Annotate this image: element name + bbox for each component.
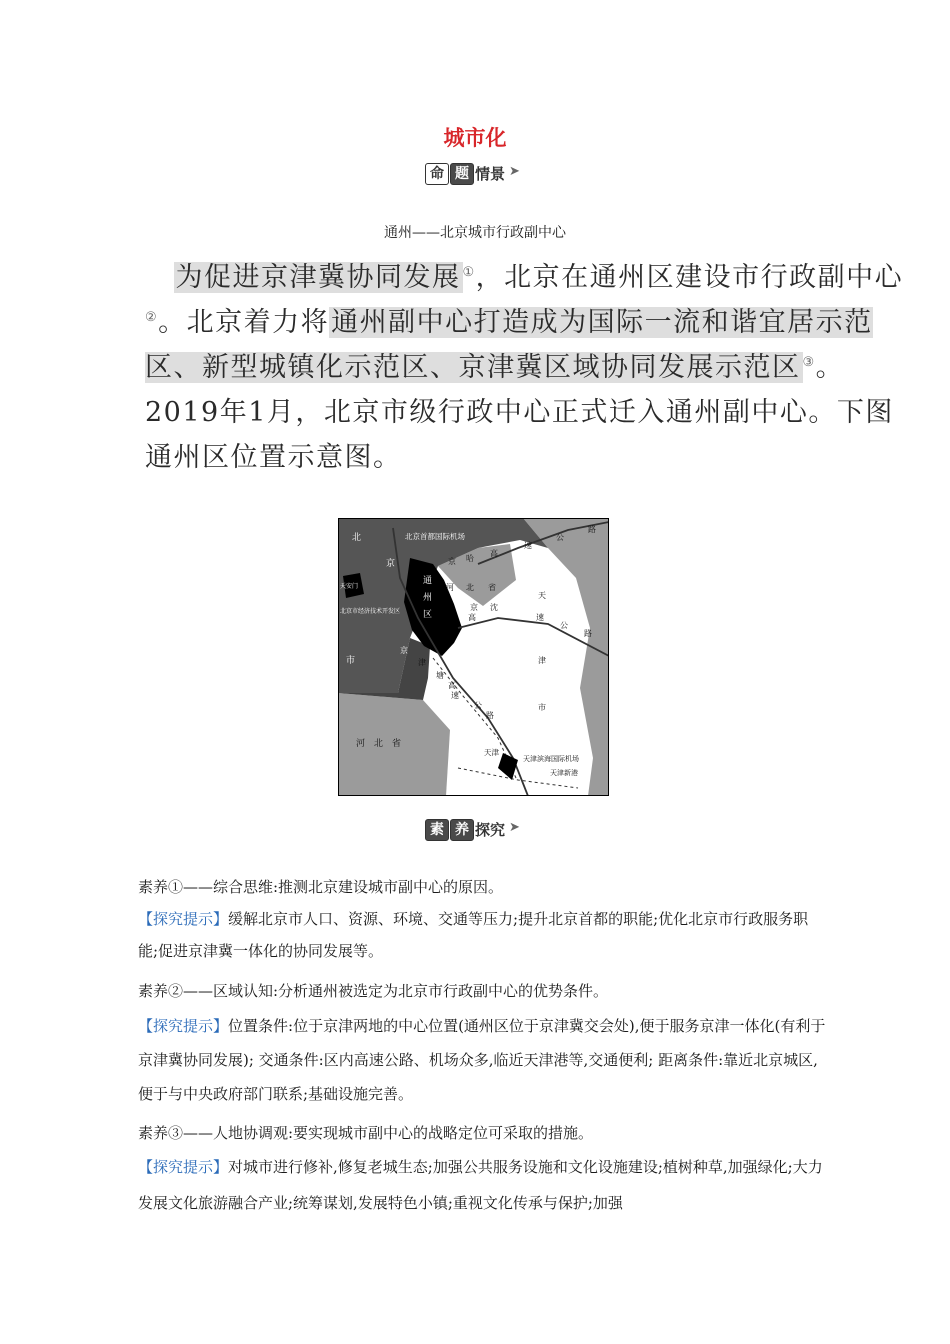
label-hebei-small-2: 北 — [466, 583, 474, 592]
answer-2-text: 位置条件:位于京津两地的中心位置(通州区位于京津冀交会处),便于服务京津一体化(有利于京津冀协同发展); 交通条件:区内高速公路、机场众多,临近天津港等,交通便利; 距离条件:靠近北京城区,便于与中央政府部门联系;基础设施完善。 — [138, 1017, 826, 1103]
label-sudu-mid-3: 路 — [584, 629, 592, 638]
label-tianjin: 天津 — [484, 748, 499, 757]
footnote-3: ③ — [802, 355, 816, 370]
label-jingha-3: 高 — [490, 549, 498, 558]
text-3: 。2019年1月，北京市级行政中心正式迁入通州副中心。下图通州区位置示意图。 — [145, 352, 894, 473]
label-zhou: 州 — [423, 593, 433, 603]
badge2-char-2: 养 — [450, 819, 474, 841]
answer-3-text: 对城市进行修补,修复老城生态;加强公共服务设施和文化设施建设;植树种草,加强绿化;大力发展文化旅游融合产业;统筹谋划,发展特色小镇;重视文化传承与保护;加强 — [138, 1158, 823, 1212]
label-sudu-mid-2: 公 — [560, 621, 568, 630]
label-tianjin-shi-1: 天 — [538, 591, 546, 600]
answer-1-text: 缓解北京市人口、资源、环境、交通等压力;提升北京首都的职能;优化北京市行政服务职能;促进京津冀一体化的协同发展等。 — [138, 910, 809, 960]
inquiry-badge — [425, 818, 525, 842]
tip-label-2: 【探究提示】 — [138, 1017, 229, 1035]
label-tianjin-shi-2: 津 — [538, 656, 546, 665]
badge-char-2: 题 — [450, 163, 474, 185]
label-yizhuang: 北京市经济技术开发区 — [340, 608, 401, 615]
footnote-1: ① — [462, 265, 476, 280]
label-sudu-top-2: 公 — [556, 533, 564, 542]
badge-char-1: 命 — [425, 163, 449, 185]
label-jingjintang-7: 路 — [486, 711, 494, 720]
question-3: 素养③——人地协调观:要实现城市副中心的战略定位可采取的措施。 — [138, 1124, 594, 1142]
label-jingjintang-2: 津 — [418, 658, 426, 667]
scenario-badge — [425, 162, 525, 186]
highlight-1: 为促进京津冀协同发展 — [175, 262, 461, 293]
indent — [145, 262, 174, 293]
badge2-char-1: 素 — [425, 819, 449, 841]
label-shi: 市 — [346, 656, 356, 666]
label-hebei-small-3: 省 — [488, 583, 496, 592]
label-sudu-mid-1: 速 — [536, 613, 544, 622]
chevron-right-icon: ➤ — [509, 164, 520, 179]
scenario-text — [145, 255, 905, 480]
label-tong: 通 — [423, 576, 433, 586]
highlight-2: 通州副中心打造成为国际一流和谐宜居示范区、新型城镇化示范区、京津冀区域协同发展示范区 — [145, 307, 873, 383]
label-shoudu-airport: 北京首都国际机场 — [405, 532, 465, 541]
label-jingjintang-3: 塘 — [436, 671, 444, 680]
label-jingshen-2: 沈 — [490, 603, 498, 612]
text-1: ，北京在通州区建设市行政副中心 — [475, 262, 904, 293]
section-subtitle: 通州——北京城市行政副中心 — [384, 225, 566, 241]
label-hebei-small-1: 河 — [446, 583, 454, 592]
text-2: 。北京着力将 — [158, 307, 330, 338]
chevron-right-icon: ➤ — [509, 820, 520, 835]
tip-label-1: 【探究提示】 — [138, 910, 229, 928]
label-qu: 区 — [423, 610, 433, 620]
label-binhai-airport: 天津滨海国际机场 — [523, 755, 579, 763]
label-sudu-top-1: 速 — [524, 541, 532, 550]
answer-2 — [138, 1009, 828, 1111]
label-jing: 京 — [386, 559, 396, 569]
tip-label-3: 【探究提示】 — [138, 1158, 229, 1176]
label-sudu-top-3: 路 — [588, 525, 596, 534]
label-jingha-2: 哈 — [466, 554, 474, 563]
label-jingha-1: 京 — [448, 557, 456, 566]
label-hebei-big: 河 北 省 — [356, 739, 402, 749]
badge-label: 情景 — [475, 165, 506, 183]
answer-1 — [138, 903, 828, 967]
label-bei: 北 — [352, 533, 362, 543]
label-jingjintang-4: 高 — [448, 681, 456, 690]
footnote-2: ② — [145, 310, 159, 325]
question-1: 素养①——综合思维:推测北京建设城市副中心的原因。 — [138, 878, 504, 896]
tongzhou-location-map — [338, 518, 609, 796]
answer-3 — [138, 1149, 828, 1221]
page-title: 城市化 — [443, 126, 507, 150]
label-tianjin-shi-3: 市 — [538, 703, 546, 712]
label-jingjintang-5: 速 — [451, 691, 459, 700]
label-xingang: 天津新港 — [550, 769, 578, 777]
label-jingshen-1: 京 — [470, 603, 478, 612]
label-jingjintang-6: 公 — [474, 701, 482, 710]
question-2: 素养②——区域认知:分析通州被选定为北京市行政副中心的优势条件。 — [138, 982, 609, 1000]
badge2-label: 探究 — [475, 821, 506, 839]
label-jingshen-3: 高 — [468, 613, 476, 622]
label-tiananmen: 天安门 — [340, 583, 359, 590]
label-jingjintang-1: 京 — [400, 646, 408, 655]
